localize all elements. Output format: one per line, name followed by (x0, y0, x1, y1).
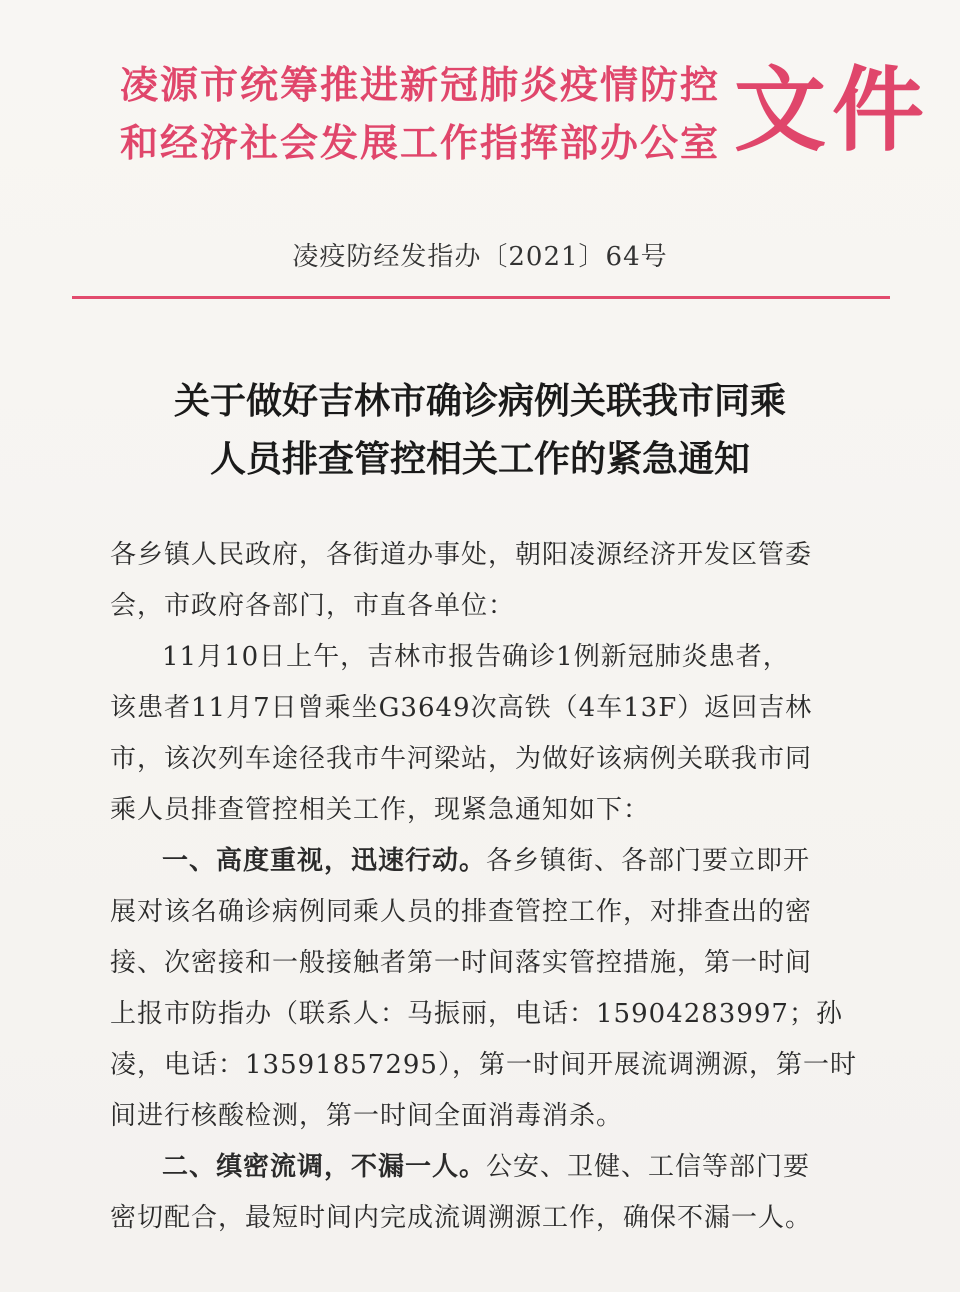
document-body (110, 530, 870, 1244)
org-line-2: 和经济社会发展工作指挥部办公室 (120, 121, 721, 165)
section-2-text-1: 公安、卫健、工信等部门要 (486, 1152, 811, 1182)
section-1-line-2: 展对该名确诊病例同乘人员的排查管控工作，对排查出的密 (110, 897, 813, 927)
paragraph-1-line-2: 该患者11月7日曾乘坐G3649次高铁（4车13F）返回吉林 (110, 693, 813, 723)
document-number: 凌疫防经发指办〔2021〕64号 (292, 242, 668, 272)
document-header (120, 50, 931, 190)
section-1-heading: 一、高度重视，迅速行动。 (162, 846, 487, 876)
title-line-2: 人员排查管控相关工作的紧急通知 (209, 438, 750, 480)
section-1-line-4: 上报市防指办（联系人：马振丽，电话：15904283997；孙 (110, 999, 843, 1029)
paragraph-1-line-1: 11月10日上午，吉林市报告确诊1例新冠肺炎患者， (162, 642, 790, 672)
section-2-line-1 (110, 1142, 870, 1193)
paragraph-1-line-3: 市，该次列车途径我市牛河梁站，为做好该病例关联我市同 (110, 744, 813, 774)
section-1-line-1 (110, 836, 870, 887)
org-line-1: 凌源市统筹推进新冠肺炎疫情防控 (120, 63, 721, 107)
header-divider (72, 296, 890, 299)
issuing-organization (120, 56, 720, 172)
document-type: 文件 (734, 57, 931, 164)
section-1-line-3: 接、次密接和一般接触者第一时间落实管控措施，第一时间 (110, 948, 813, 978)
title-line-1: 关于做好吉林市确诊病例关联我市同乘 (173, 380, 786, 422)
paragraph-1-line-4: 乘人员排查管控相关工作，现紧急通知如下： (110, 795, 651, 825)
recipients-line-2: 会，市政府各部门，市直各单位： (110, 591, 516, 621)
section-2-line-2: 密切配合，最短时间内完成流调溯源工作，确保不漏一人。 (110, 1203, 813, 1233)
recipients-line-1: 各乡镇人民政府，各街道办事处，朝阳凌源经济开发区管委 (110, 540, 813, 570)
section-1-line-5: 凌，电话：13591857295），第一时间开展流调溯源，第一时 (110, 1050, 857, 1080)
document-title (0, 372, 960, 488)
section-1-text-1: 各乡镇街、各部门要立即开 (486, 846, 811, 876)
section-1-line-6: 间进行核酸检测，第一时间全面消毒消杀。 (110, 1101, 624, 1131)
section-2-heading: 二、缜密流调，不漏一人。 (162, 1152, 487, 1182)
